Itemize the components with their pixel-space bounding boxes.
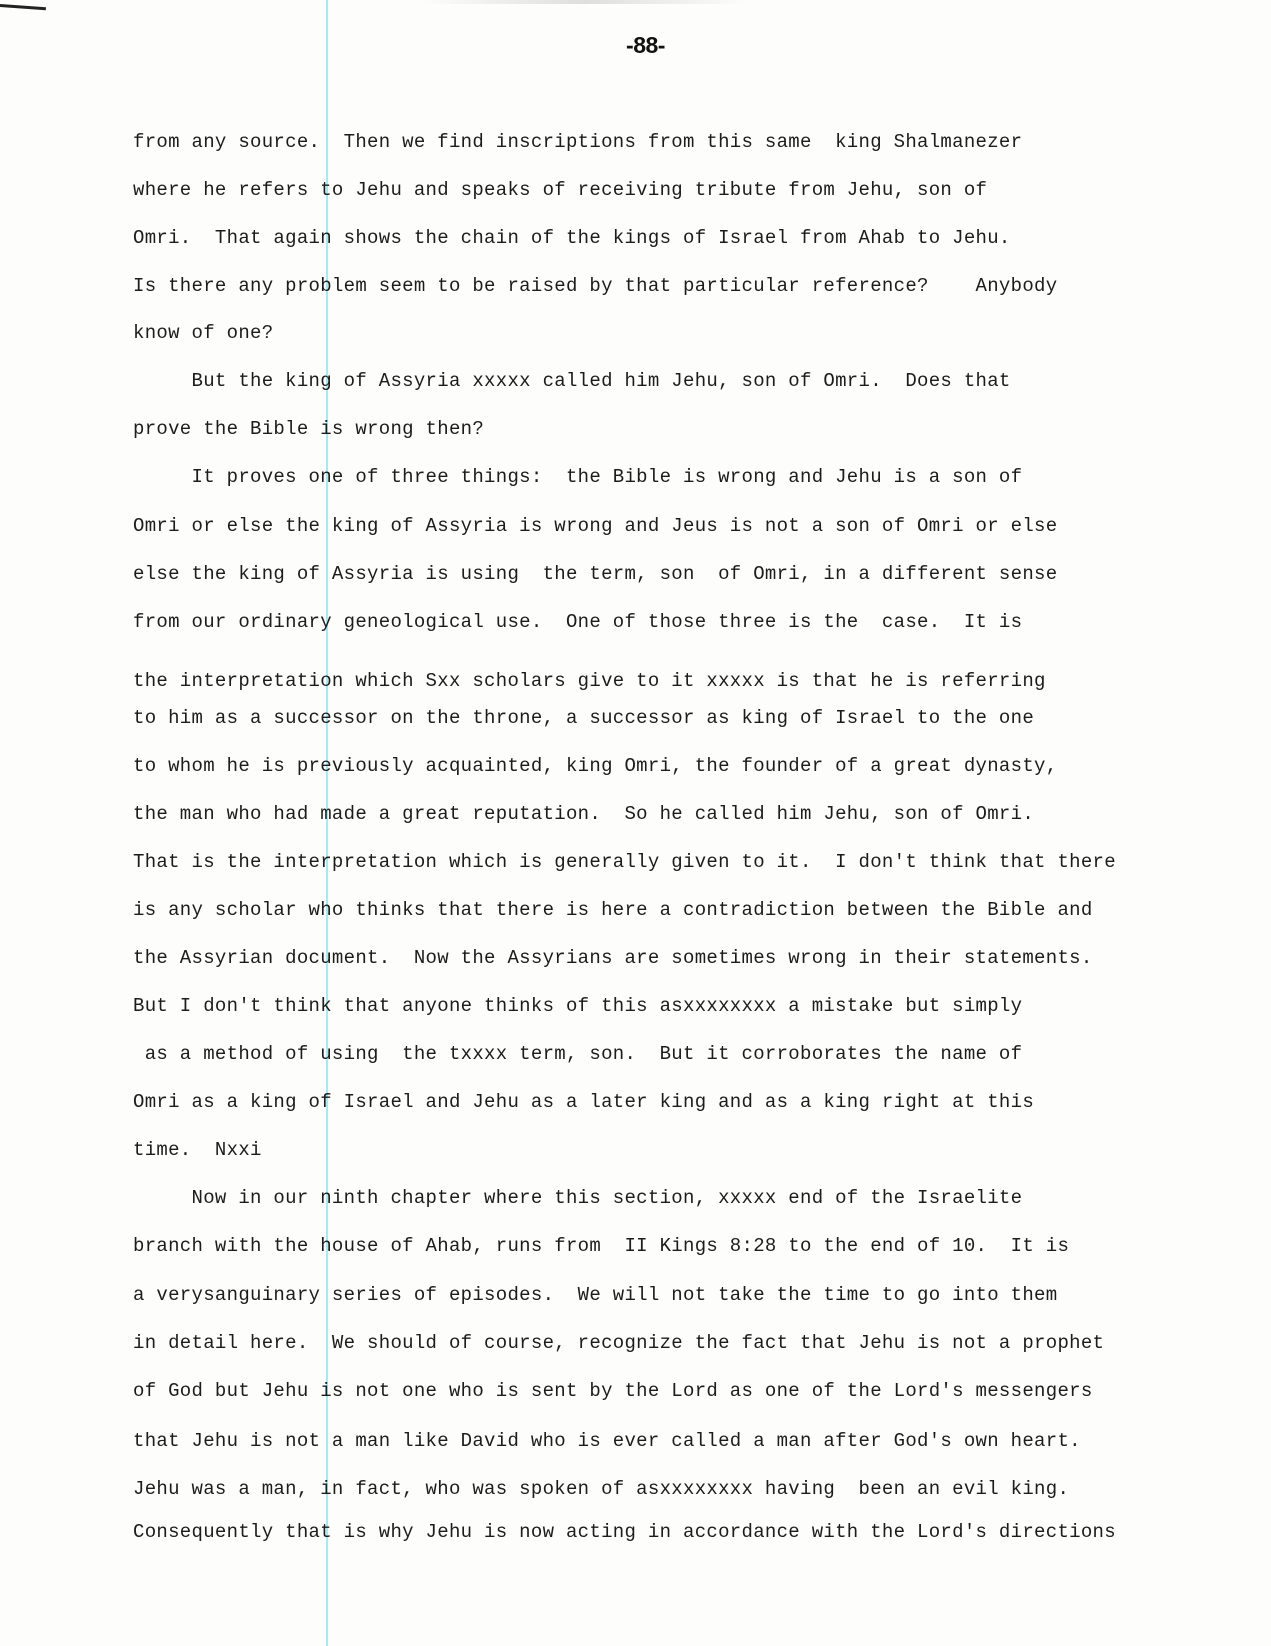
text-line: the Assyrian document. Now the Assyrians are sometimes wrong in their statements. xyxy=(133,947,1093,969)
text-line: That is the interpretation which is generally given to it. I don't think that there xyxy=(133,851,1116,873)
text-line: Omri as a king of Israel and Jehu as a later king and as a king right at this xyxy=(133,1091,1035,1113)
text-line: the man who had made a great reputation. So he called him Jehu, son of Omri. xyxy=(133,803,1035,825)
text-line: It proves one of three things: the Bible is wrong and Jehu is a son of xyxy=(133,466,1023,488)
text-line: know of one? xyxy=(133,322,274,344)
text-line: Omri. That again shows the chain of the kings of Israel from Ahab to Jehu. xyxy=(133,227,1011,249)
page-number: -88- xyxy=(626,32,665,58)
text-line: time. Nxxi xyxy=(133,1139,262,1161)
text-line: in detail here. We should of course, recognize the fact that Jehu is not a prophet xyxy=(133,1332,1105,1354)
text-line: Jehu was a man, in fact, who was spoken of asxxxxxxxx having been an evil king. xyxy=(133,1478,1070,1500)
text-line: to him as a successor on the throne, a successor as king of Israel to the one xyxy=(133,707,1035,729)
text-line: the interpretation which Sxx scholars give to it xxxxx is that he is referring xyxy=(133,670,1046,692)
text-line: Now in our ninth chapter where this section, xxxxx end of the Israelite xyxy=(133,1187,1023,1209)
text-line: as a method of using the txxxx term, son. But it corroborates the name of xyxy=(133,1043,1023,1065)
text-line: that Jehu is not a man like David who is ever called a man after God's own heart. xyxy=(133,1430,1081,1452)
text-line: Omri or else the king of Assyria is wrong and Jeus is not a son of Omri or else xyxy=(133,515,1058,537)
text-line: But I don't think that anyone thinks of this asxxxxxxxx a mistake but simply xyxy=(133,995,1023,1017)
text-line: where he refers to Jehu and speaks of receiving tribute from Jehu, son of xyxy=(133,179,988,201)
text-line: from our ordinary geneological use. One of those three is the case. It is xyxy=(133,611,1023,633)
scan-edge-mark xyxy=(0,4,46,10)
text-line: from any source. Then we find inscriptions from this same king Shalmanezer xyxy=(133,131,1023,153)
text-line: Consequently that is why Jehu is now acting in accordance with the Lord's directions xyxy=(133,1521,1116,1543)
text-line: prove the Bible is wrong then? xyxy=(133,418,485,440)
text-line: else the king of Assyria is using the term, son of Omri, in a different sense xyxy=(133,563,1058,585)
text-line: a verysanguinary series of episodes. We will not take the time to go into them xyxy=(133,1284,1058,1306)
text-line: is any scholar who thinks that there is here a contradiction between the Bible and xyxy=(133,899,1093,921)
text-line: of God but Jehu is not one who is sent by the Lord as one of the Lord's messengers xyxy=(133,1380,1093,1402)
scan-top-smudge xyxy=(420,0,750,4)
text-line: Is there any problem seem to be raised by that particular reference? Anybody xyxy=(133,275,1058,297)
text-line: to whom he is previously acquainted, king Omri, the founder of a great dynasty, xyxy=(133,755,1058,777)
text-line: branch with the house of Ahab, runs from II Kings 8:28 to the end of 10. It is xyxy=(133,1235,1070,1257)
text-line: But the king of Assyria xxxxx called him Jehu, son of Omri. Does that xyxy=(133,370,1011,392)
